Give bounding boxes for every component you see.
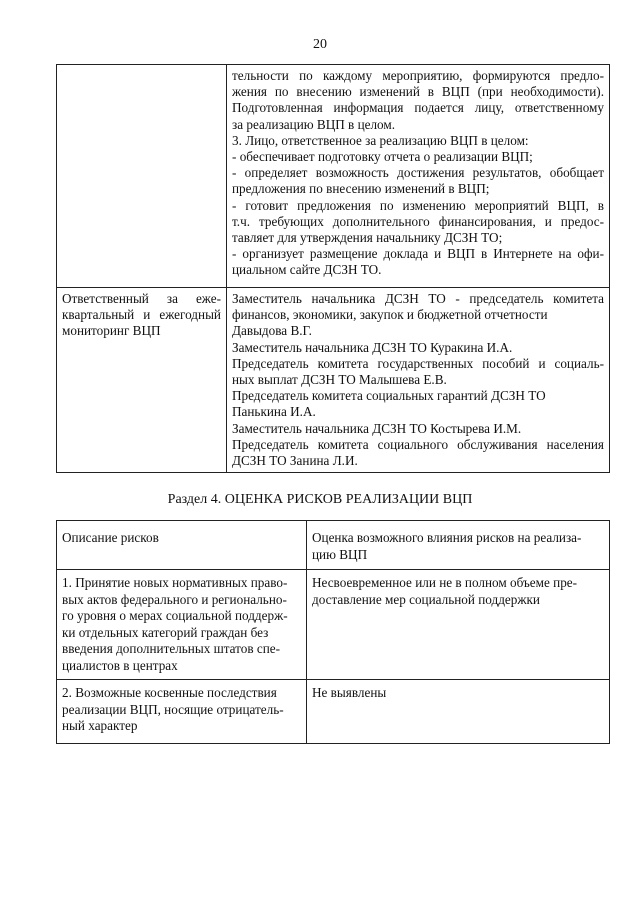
text-line: реализации ВЦП, носящие отрицатель-: [62, 701, 284, 717]
text-line: введения дополнительных штатов спе-: [62, 641, 281, 656]
text-line: 2. Возможные косвенные последствия: [62, 685, 277, 700]
text-line: предложения по внесению изменений в ВЦП;: [232, 181, 490, 197]
text-line: ДСЗН ТО Занина Л.И.: [232, 453, 358, 469]
text-line: квартальный и ежегодный: [62, 307, 221, 323]
text-line: Давыдова В.Г.: [232, 323, 312, 339]
text-line: жения по внесению изменений в ВЦП (при необходимости).: [232, 84, 604, 100]
table-row: [57, 288, 610, 473]
table-row: [57, 680, 610, 744]
table-row: [57, 570, 610, 680]
text-line: финансов, экономики, закупок и бюджетной отчетности: [232, 307, 548, 323]
text-line: Подготовленная информация подается лицу, ответственному: [232, 100, 604, 116]
text-line: 1. Принятие новых нормативных право-: [62, 575, 288, 590]
text-line: го уровня о мерах социальной поддерж-: [62, 608, 288, 623]
text-line: Председатель комитета социального обслуживания населения: [232, 436, 604, 452]
text-line: - определяет возможность достижения результатов, обобщает: [232, 165, 604, 181]
page-number: 20: [313, 37, 327, 52]
text-line: Оценка возможного влияния рисков на реализа-: [312, 530, 582, 545]
table-header-row: [57, 521, 610, 570]
risk-impact-cell: [307, 680, 610, 744]
table-cell-role: [57, 288, 227, 473]
text-line: циальном сайте ДСЗН ТО.: [232, 262, 382, 278]
table-cell-empty: [57, 65, 227, 288]
table-row: [57, 65, 610, 288]
header-cell-risks: Описание рисков: [57, 521, 307, 570]
text-line: - организует размещение доклада и ВЦП в Интернете на офи-: [232, 246, 604, 262]
table-cell-procedure: [227, 65, 610, 288]
responsibility-table: [56, 64, 610, 473]
text-line: ки отдельных категорий граждан без: [62, 624, 269, 640]
text-line: 3. Лицо, ответственное за реализацию ВЦП в целом:: [232, 132, 529, 148]
header-cell-impact: [307, 521, 610, 570]
text-line: ных выплат ДСЗН ТО Малышева Е.В.: [232, 372, 447, 388]
text-line: Заместитель начальника ДСЗН ТО Костырева И.М.: [232, 420, 522, 436]
text-line: ный характер: [62, 718, 138, 733]
text-line: Не выявлены: [312, 685, 387, 700]
table-cell-responsible-persons: [227, 288, 610, 473]
text-line: т.ч. требующих дополнительного финансирования, и предос-: [232, 213, 604, 229]
text-line: вых актов федерального и регионально-: [62, 591, 287, 607]
text-line: тельности по каждому мероприятию, формируются предло-: [232, 68, 604, 83]
section-title: Раздел 4. ОЦЕНКА РИСКОВ РЕАЛИЗАЦИИ ВЦП: [167, 492, 473, 507]
risk-impact-cell: [307, 570, 610, 680]
text-line: Панькина И.А.: [232, 404, 316, 420]
text-line: Заместитель начальника ДСЗН ТО - председатель комитета: [232, 291, 604, 306]
text-line: мониторинг ВЦП: [62, 323, 161, 339]
text-line: Заместитель начальника ДСЗН ТО Куракина И.А.: [232, 339, 513, 355]
text-line: цию ВЦП: [312, 546, 368, 562]
text-line: Ответственный за еже-: [62, 291, 221, 306]
risk-table: [56, 520, 610, 744]
text-line: Председатель комитета государственных пособий и социаль-: [232, 355, 604, 371]
text-line: - готовит предложения по изменению мероприятий ВЦП, в: [232, 197, 604, 213]
risk-description-cell: [57, 680, 307, 744]
text-line: доставление мер социальной поддержки: [312, 591, 540, 607]
text-line: Несвоевременное или не в полном объеме пре-: [312, 575, 578, 590]
text-line: тавляет для утверждения начальнику ДСЗН ТО;: [232, 230, 503, 246]
text-line: за реализацию ВЦП в целом.: [232, 116, 396, 132]
risk-description-cell: [57, 570, 307, 680]
text-line: - обеспечивает подготовку отчета о реализации ВЦП;: [232, 149, 533, 165]
text-line: циалистов в центрах: [62, 657, 178, 673]
text-line: Председатель комитета социальных гарантий ДСЗН ТО: [232, 388, 546, 404]
